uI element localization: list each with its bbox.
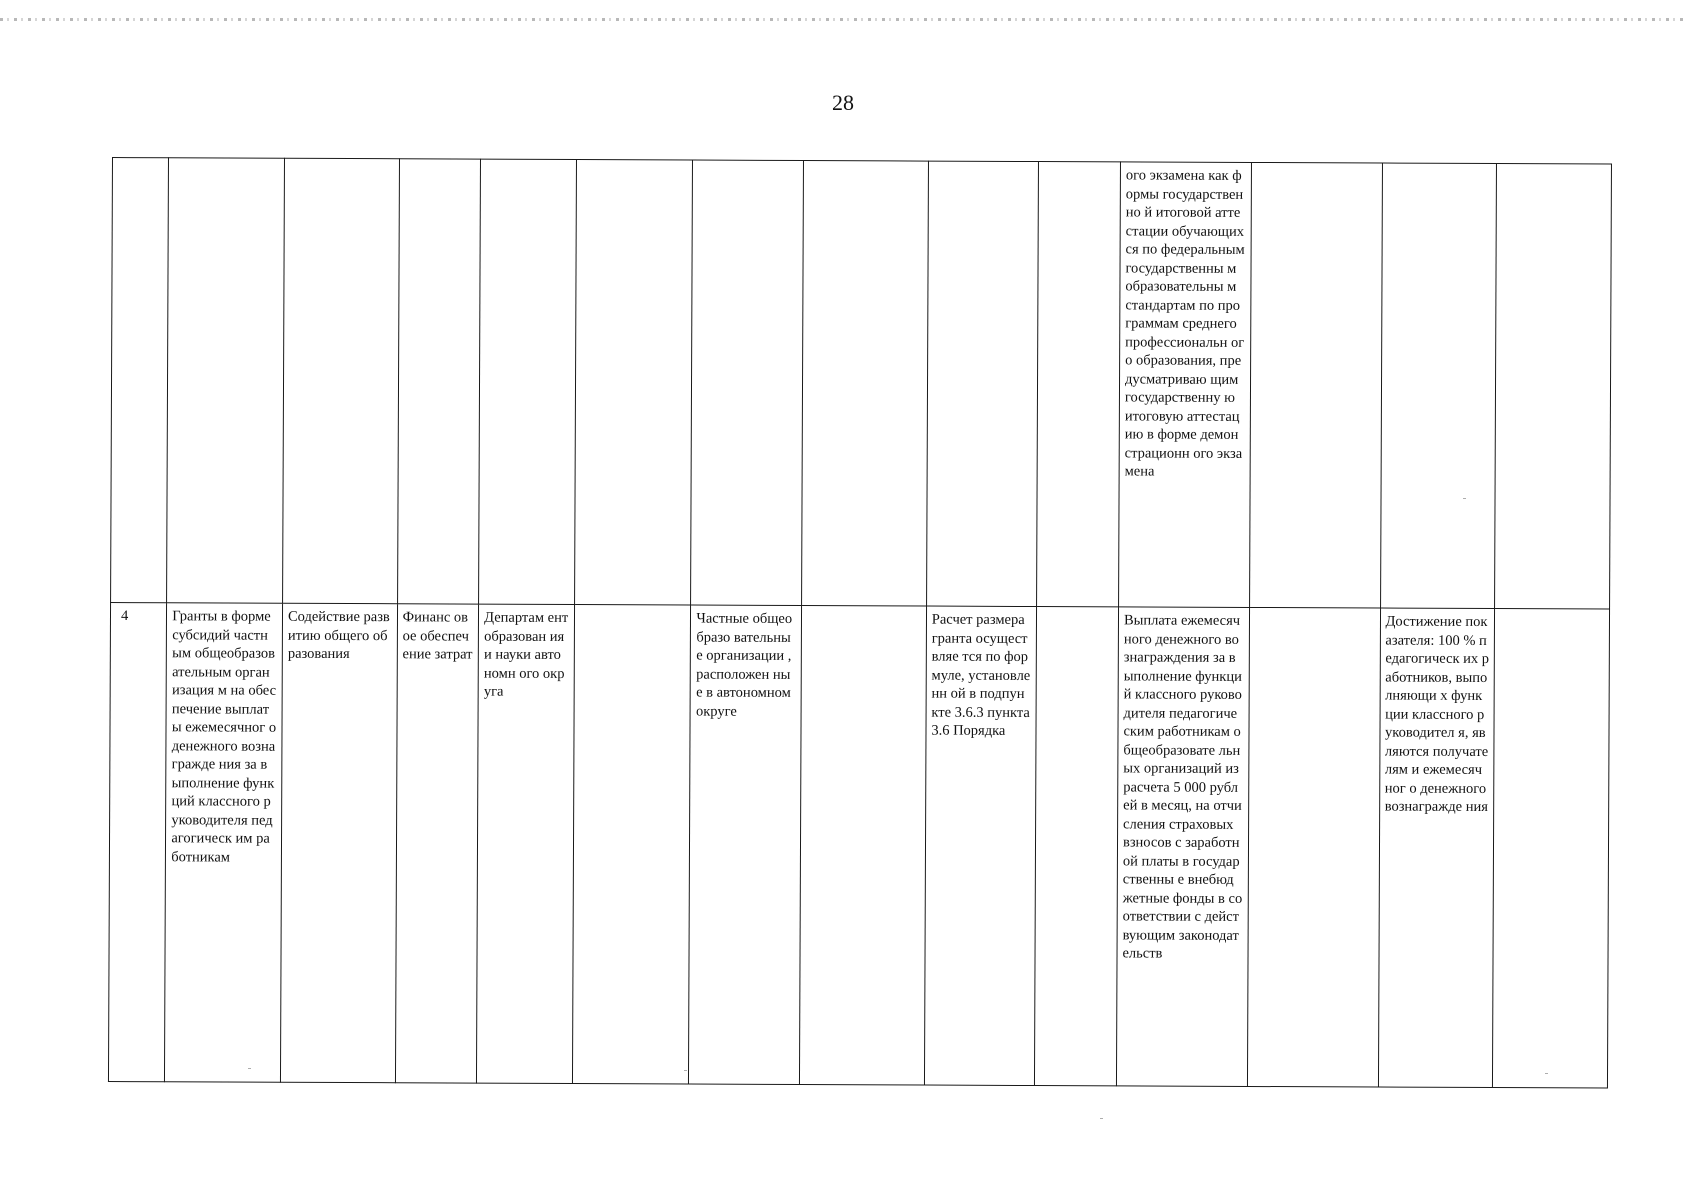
purpose-text: Выплата ежемесячного денежного вознаграждения за выполнение функций классного руководителя педагогическим работникам общеобразовате льных организаций из расчета 5 000 рублей в месяц, на отчисления страховых взносов с заработной платы в государственны е внебюджетные фонды в соответствии с действующим законодательств — [1122, 612, 1243, 962]
cell-empty-10 — [1035, 607, 1119, 1086]
scan-speck — [1545, 1073, 1548, 1074]
grant-name-text: Гранты в форме субсидий частным общеобразов ательным организация м на обеспечение выплаты ежемесячног о денежного вознагражде ния за выполнение функций классного руководителя педагогическ им работникам — [171, 608, 277, 866]
row-number: 4 — [120, 608, 129, 625]
cell-empty-12 — [1249, 162, 1382, 608]
scan-speck — [684, 1070, 687, 1071]
cell-empty-10 — [1037, 162, 1120, 607]
cell-recipients — [691, 160, 804, 605]
cell-result — [1380, 163, 1497, 608]
scan-speck — [1463, 498, 1466, 499]
cell-name — [165, 603, 283, 1083]
cell-name — [167, 158, 285, 604]
recipients-text: Частные общеобразо вательные организации , расположен ные в автономном округе — [695, 610, 793, 720]
cell-purpose — [1116, 607, 1249, 1087]
cell-type — [397, 159, 480, 604]
page-number: 28 — [832, 90, 854, 115]
cell-purpose — [1119, 162, 1252, 608]
cell-grantor — [479, 159, 577, 604]
cell-recipients — [689, 605, 802, 1084]
table-row-continuation — [111, 158, 1612, 610]
scan-edge-noise — [0, 18, 1686, 21]
cell-empty-14 — [1495, 164, 1612, 609]
grantor-text: Департам ент образован ия и науки автономн ого округа — [483, 609, 569, 700]
scan-speck — [248, 1068, 251, 1069]
scan-speck — [1100, 1118, 1103, 1119]
cell-goal — [283, 158, 400, 603]
cell-number — [111, 158, 169, 603]
goal-text: Содействие развитию общего образования — [287, 608, 390, 663]
calculation-text: Расчет размера гранта осуществляе тся по формуле, установленн ой в подпункте 3.6.3 пункта 3.6 Порядка — [931, 611, 1031, 739]
cell-empty-6 — [572, 605, 691, 1085]
result-text: Достижение показателя: 100 % педагогическ их работников, выполняющи х функции классного руководител я, являются получателям и ежемесячног о денежного вознагражде ния — [1384, 613, 1490, 816]
purpose-continuation-text: ого экзамена как формы государственно й итоговой аттестации обучающихся по федеральным государственны м образовательны м стандартам по программам среднего профессиональн ого образования, предусматриваю щим государственну ю итоговую аттестацию в форме демонстрационн ого экзамена — [1124, 167, 1245, 480]
type-text: Финанс овое обеспеч ение затрат — [402, 609, 473, 663]
cell-calculation — [924, 606, 1037, 1085]
cell-empty-14 — [1493, 609, 1610, 1088]
cell-result — [1378, 608, 1495, 1087]
cell-empty-8 — [800, 606, 927, 1086]
cell-number — [108, 602, 166, 1081]
table-row-4 — [108, 602, 1609, 1088]
data-table — [108, 157, 1612, 1089]
cell-calculation — [926, 161, 1039, 606]
cell-type — [395, 604, 479, 1083]
cell-empty-12 — [1247, 607, 1380, 1087]
cell-empty-8 — [802, 161, 929, 607]
cell-empty-6 — [574, 160, 693, 606]
cell-goal — [280, 603, 397, 1082]
cell-grantor — [477, 604, 575, 1083]
